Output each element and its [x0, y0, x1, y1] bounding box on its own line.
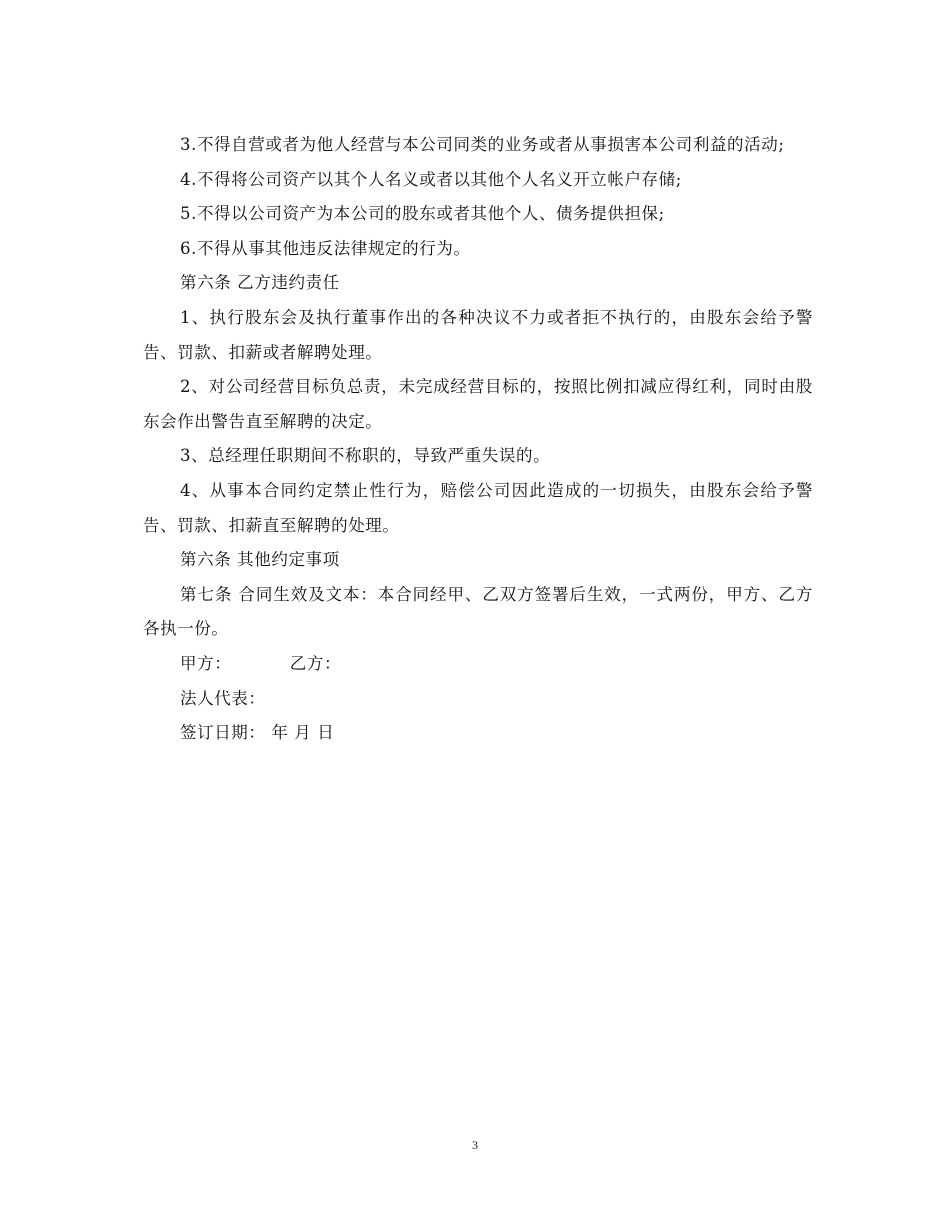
clause-5-no-guarantees: 5.不得以公司资产为本公司的股东或者其他个人、债务提供担保; — [180, 204, 665, 224]
liability-item-4: 4、从事本合同约定禁止性行为，赔偿公司因此造成的一切损失，由股东会给予警告、罚款、扣薪直至解聘的处理。 — [143, 480, 813, 535]
document-body — [143, 128, 813, 751]
signature-parties-line: 甲方： 乙方： — [180, 653, 342, 673]
legal-representative-line: 法人代表： — [180, 688, 266, 708]
article-6-heading-other-matters: 第六条 其他约定事项 — [180, 550, 340, 570]
page-number: 3 — [472, 1138, 478, 1152]
liability-item-3: 3、总经理任职期间不称职的，导致严重失误的。 — [180, 446, 551, 466]
liability-item-1: 1、执行股东会及执行董事作出的各种决议不力或者拒不执行的，由股东会给予警告、罚款、扣薪或者解聘处理。 — [143, 307, 813, 362]
signing-date-line: 签订日期： 年 月 日 — [180, 723, 335, 743]
clause-4-no-personal-accounts: 4.不得将公司资产以其个人名义或者以其他个人名义开立帐户存储; — [180, 169, 682, 189]
clause-3-no-competing-business: 3.不得自营或者为他人经营与本公司同类的业务或者从事损害本公司利益的活动; — [180, 135, 785, 154]
liability-item-2: 2、对公司经营目标负总责，未完成经营目标的，按照比例扣减应得红利，同时由股东会作出警告直至解聘的决定。 — [143, 377, 813, 431]
article-6-heading-liability: 第六条 乙方违约责任 — [180, 273, 340, 293]
article-7-effectiveness: 第七条 合同生效及文本：本合同经甲、乙双方签署后生效，一式两份，甲方、乙方各执一份。 — [143, 584, 813, 639]
clause-6-no-illegal-acts: 6.不得从事其他违反法律规定的行为。 — [180, 238, 471, 258]
